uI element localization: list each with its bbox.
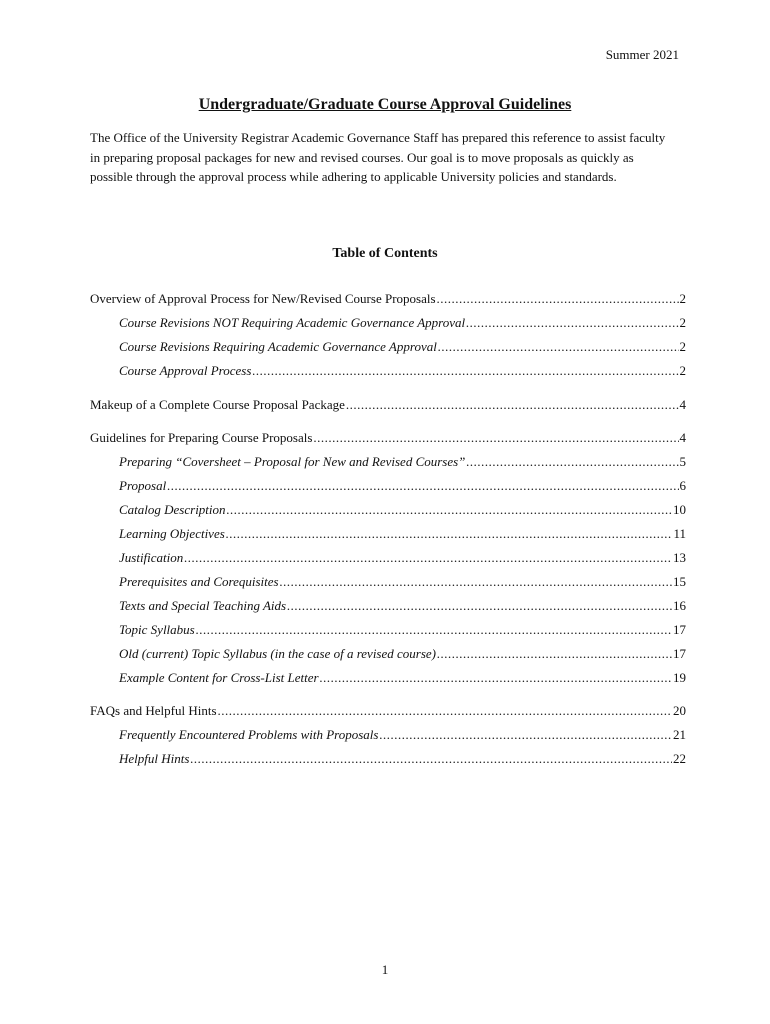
toc-entry-page: 4	[679, 397, 686, 412]
toc-entry-overview[interactable]	[90, 291, 686, 307]
toc-entry-proposal[interactable]	[119, 478, 686, 494]
toc-entry-label: Old (current) Topic Syllabus (in the case of a revised course)	[119, 646, 436, 661]
toc-entry-makeup[interactable]	[90, 397, 686, 413]
toc-entry-label: Topic Syllabus	[119, 622, 195, 637]
toc-dot-leader	[252, 363, 678, 379]
toc-dot-leader	[438, 339, 679, 355]
toc-dot-leader	[287, 598, 672, 614]
toc-entry-label: Example Content for Cross-List Letter	[119, 670, 319, 685]
toc-dot-leader	[226, 526, 673, 542]
toc-entry-label: Makeup of a Complete Course Proposal Package	[90, 397, 345, 412]
toc-entry-page: 2	[679, 339, 686, 354]
toc-entry-page: 16	[673, 598, 686, 613]
toc-dot-leader	[280, 574, 672, 590]
toc-heading: Table of Contents	[332, 246, 438, 261]
toc-entry-catalog-description[interactable]	[119, 502, 686, 518]
toc-entry-label: Frequently Encountered Problems with Proposals	[119, 727, 379, 742]
toc-entry-label: Texts and Special Teaching Aids	[119, 598, 287, 613]
toc-dot-leader	[466, 315, 678, 331]
toc-entry-page: 22	[673, 751, 686, 766]
toc-dot-leader	[466, 454, 678, 470]
toc-entry-revisions-not-requiring[interactable]	[119, 315, 686, 331]
document-title: Undergraduate/Graduate Course Approval Guidelines	[198, 96, 572, 113]
toc-entry-texts-teaching-aids[interactable]	[119, 598, 686, 614]
toc-entry-page: 21	[673, 727, 686, 742]
toc-entry-faqs[interactable]	[90, 703, 686, 719]
toc-entry-label: Learning Objectives	[119, 526, 225, 541]
toc-entry-page: 15	[673, 574, 686, 589]
toc-dot-leader	[167, 478, 678, 494]
toc-entry-label: Course Revisions Requiring Academic Governance Approval	[119, 339, 437, 354]
toc-entry-approval-process[interactable]	[119, 363, 686, 379]
toc-dot-leader	[379, 727, 672, 743]
toc-entry-label: Course Revisions NOT Requiring Academic Governance Approval	[119, 315, 466, 330]
toc-entry-guidelines[interactable]	[90, 430, 686, 446]
toc-entry-page: 13	[673, 550, 686, 565]
toc-entry-page: 2	[679, 315, 686, 330]
toc-dot-leader	[218, 703, 672, 719]
toc-entry-page: 17	[673, 646, 686, 661]
toc-entry-old-topic-syllabus[interactable]	[119, 646, 686, 662]
toc-dot-leader	[196, 622, 672, 638]
toc-entry-prerequisites[interactable]	[119, 574, 686, 590]
intro-paragraph: The Office of the University Registrar Academic Governance Staff has prepared this reference to assist faculty in preparing proposal packages for new and revised courses. Our goal is to move proposals as quickly as possible through the approval process while adhering to applicable University policies and standards.	[90, 130, 666, 184]
toc-dot-leader	[227, 502, 672, 518]
toc-entry-justification[interactable]	[119, 550, 686, 566]
document-date: Summer 2021	[605, 47, 679, 62]
toc-entry-label: Helpful Hints	[119, 751, 190, 766]
toc-entry-label: FAQs and Helpful Hints	[90, 703, 217, 718]
toc-dot-leader	[190, 751, 672, 767]
toc-entry-learning-objectives[interactable]	[119, 526, 686, 542]
toc-entry-cross-list-letter[interactable]	[119, 670, 686, 686]
toc-entry-page: 17	[673, 622, 686, 637]
toc-entry-page: 11	[673, 526, 686, 541]
toc-entry-revisions-requiring[interactable]	[119, 339, 686, 355]
toc-entry-label: Course Approval Process	[119, 363, 252, 378]
toc-dot-leader	[437, 646, 672, 662]
toc-dot-leader	[320, 670, 672, 686]
toc-entry-label: Overview of Approval Process for New/Revised Course Proposals	[90, 291, 436, 306]
toc-entry-label: Justification	[119, 550, 184, 565]
toc-entry-label: Prerequisites and Corequisites	[119, 574, 279, 589]
toc-entry-helpful-hints[interactable]	[119, 751, 686, 767]
toc-entry-label: Guidelines for Preparing Course Proposals	[90, 430, 313, 445]
toc-entry-page: 5	[679, 454, 686, 469]
toc-entry-page: 20	[673, 703, 686, 718]
page-number: 1	[381, 962, 389, 977]
toc-entry-label: Preparing “Coversheet – Proposal for New and Revised Courses”	[119, 454, 466, 469]
toc-dot-leader	[346, 397, 679, 413]
toc-entry-frequent-problems[interactable]	[119, 727, 686, 743]
toc-entry-label: Catalog Description	[119, 502, 226, 517]
toc-entry-page: 19	[673, 670, 686, 685]
toc-entry-page: 10	[673, 502, 686, 517]
toc-entry-page: 6	[679, 478, 686, 493]
toc-entry-topic-syllabus[interactable]	[119, 622, 686, 638]
toc-dot-leader	[184, 550, 672, 566]
toc-entry-coversheet[interactable]	[119, 454, 686, 470]
toc-dot-leader	[313, 430, 678, 446]
toc-dot-leader	[437, 291, 679, 307]
toc-entry-page: 2	[679, 291, 686, 306]
toc-entry-label: Proposal	[119, 478, 167, 493]
toc-entry-page: 2	[679, 363, 686, 378]
toc-entry-page: 4	[679, 430, 686, 445]
